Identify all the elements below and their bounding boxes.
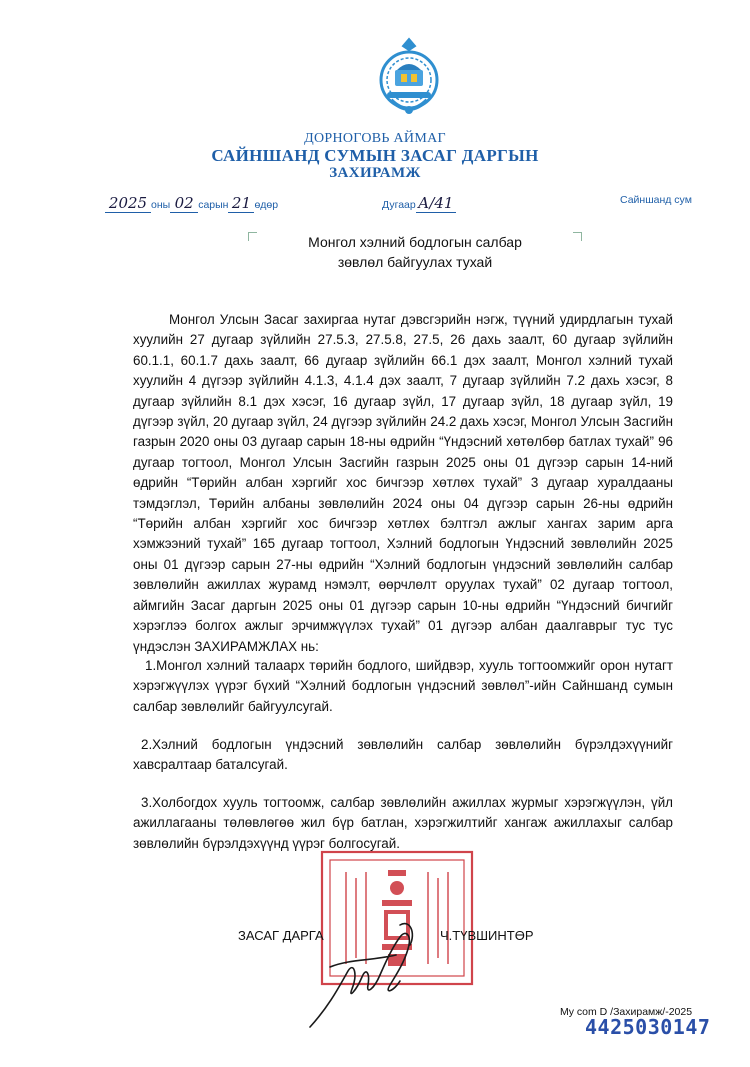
order-item-1 [133, 656, 673, 717]
header-aimag: ДОРНОГОВЬ АЙМАГ [304, 131, 446, 146]
title-corner-right [573, 232, 582, 241]
date-month-suffix: сарын [198, 199, 229, 211]
date-day-suffix: өдөр [254, 199, 279, 211]
date-year: 2025 [105, 194, 151, 213]
intro-text: Монгол Улсын Засаг захиргаа нутаг дэвсгэрийн нэгж, түүний удирдлагын тухай хуулийн 27 дугаар зүйлийн 27.5.3, 27.5.8, 27.5, 26 дахь заалт, 60 дугаар зүйлийн 60.1.1, 60.1.7 дахь заалт, 66 дугаар зүйлийн 66.1 дэх заалт, Монгол хэлний тухай хуулийн 4 дүгээр зүйлийн 4.1.3, 4.1.4 дэх заалт, 7 дугаар зүйлийн 7.2 дахь хэсэг, 8 дугаар зүйлийн 8.1 дэх хэсэг, 16 дугаар зүйл, 17 дугаар зүйл, 18 дугаар зүйл, 19 дүгээр зүйл, 20 дугаар зүйл, 24 дүгээр зүйлийн 24.2 дахь хэсэг, Монгол Улсын Засгийн газрын 2020 оны 03 дугаар сарын 18-ны өдрийн “Үндэсний хөтөлбөр батлах тухай” 96 дугаар тогтоол, Монгол Улсын Засгийн газрын 2025 оны 01 дүгээр сарын 14-ний өдрийн “Төрийн албан хэргийг хос бичгээр хөтлөх тухай” 3 дугаар хуралдааны тэмдэглэл, Төрийн албаны зөвлөлийн 2024 оны 04 дүгээр сарын 26-ны өдрийн “Төрийн албан хэргийг хос бичгээр хөтлөх бэлтгэл ажлыг хангах зарим арга хэмжээний тухай” 165 дугаар тогтоол, Хэлний бодлогын Үндэсний зөвлөлийн 2025 оны 01 дүгээр сарын 27-ны өдрийн “Хэлний бодлогын үндэсний зөвлөлийн салбар зөвлөлийн ажиллах журамд нэмэлт, өөрчлөлт оруулах тухай” 02 дугаар тогтоол, аймгийн Засаг даргын 2025 оны 01 дүгээр сарын 10-ны өдрийн “Үндэсний бичгийг хэрэглээ болгох ажлыг эрчимжүүлэх тухай” 01 дүгээр албан даалгаврыг тус тус үндэслэн ЗАХИРАМЖЛАХ нь: [133, 312, 673, 654]
footer-reference: My com D /Захирамж/-2025 [560, 1006, 693, 1018]
signature-icon [300, 915, 440, 1035]
document-title [248, 232, 582, 272]
order-item-2 [133, 735, 673, 776]
number-field [382, 194, 456, 213]
order-item-2-text: 2.Хэлний бодлогын үндэсний зөвлөлийн салбар зөвлөлийн бүрэлдэхүүнийг хавсралтаар баталсугай. [133, 737, 673, 773]
date-day: 21 [228, 194, 254, 213]
state-emblem-icon [371, 36, 447, 120]
signatory-role: ЗАСАГ ДАРГА [238, 928, 324, 943]
date-month: 02 [170, 194, 198, 213]
footer-serial-number: 4425030147 [585, 1015, 711, 1039]
title-line-2: зөвлөл байгуулах тухай [337, 254, 493, 270]
title-corner-left [248, 232, 257, 241]
date-year-suffix: оны [151, 199, 171, 211]
intro-paragraph [133, 310, 673, 657]
date-field [105, 194, 278, 213]
header-office: САЙНШАНД СУМЫН ЗАСАГ ДАРГЫН [211, 146, 539, 165]
order-item-1-text: 1.Монгол хэлний талаарх төрийн бодлого, шийдвэр, хууль тогтоомжийг орон нутагт хэрэгжүүлэх үүрэг бүхий “Хэлний бодлогын үндэсний зөвлөл”-ийн Сайншанд сумын салбар зөвлөлийг байгуулсугай. [133, 658, 673, 714]
order-item-3 [133, 793, 673, 854]
number-label: Дугаар [382, 199, 416, 211]
document-number: А/41 [416, 194, 456, 213]
place-label: Сайншанд сум [620, 194, 692, 206]
order-item-3-text: 3.Холбогдох хууль тогтоомж, салбар зөвлөлийн ажиллах журмыг хэрэгжүүлэн, үйл ажиллагааны төлөвлөгөө жил бүр батлан, хэрэгжилтийг хангаж ажиллахыг салбар зөвлөлийн бүрэлдэхүүнд үүрэг болгосугай. [133, 795, 673, 851]
header-doc-type: ЗАХИРАМЖ [329, 165, 421, 181]
title-line-1: Монгол хэлний бодлогын салбар [308, 234, 522, 250]
signatory-name: Ч.ТҮВШИНТӨР [440, 928, 534, 943]
